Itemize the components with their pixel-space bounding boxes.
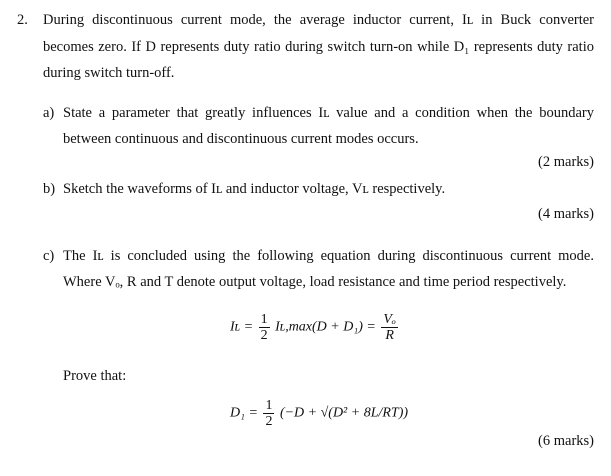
part-a-line2: between continuous and discontinuous current modes occurs. [63, 131, 419, 147]
equation-d1 [230, 398, 408, 429]
part-a-marks: (2 marks) [538, 154, 594, 170]
part-b-marks: (4 marks) [538, 206, 594, 222]
equation-d1-lhs: D₁ = [230, 405, 258, 421]
prove-that-label: Prove that: [63, 368, 127, 384]
equation-il-half [259, 312, 270, 343]
equation-il-half-num: 1 [260, 312, 268, 327]
equation-d1-half-num: 1 [265, 398, 273, 413]
equation-il-rhs-den: R [385, 328, 394, 343]
part-a-label: a) [43, 105, 55, 121]
equation-il-rhs [381, 312, 398, 343]
question-intro-line2: becomes zero. If D represents duty ratio during switch turn-on while D₁ represents duty ratio [43, 39, 594, 55]
part-c-label: c) [43, 248, 55, 264]
part-c-marks: (6 marks) [538, 433, 594, 449]
question-intro-line1: During discontinuous current mode, the average inductor current, Iʟ in Buck converter [43, 12, 594, 28]
equation-d1-half-den: 2 [265, 414, 273, 429]
part-b-label: b) [43, 181, 56, 197]
part-b-line1: Sketch the waveforms of Iʟ and inductor voltage, Vʟ respectively. [63, 181, 446, 197]
question-intro-line3: during switch turn-off. [43, 65, 175, 81]
equation-il-lhs: Iʟ = [230, 319, 254, 335]
part-c-line1: The Iʟ is concluded using the following equation during discontinuous current mode. [63, 248, 594, 264]
equation-d1-expr: (−D + √(D² + 8L/RT)) [279, 405, 409, 421]
equation-d1-half [263, 398, 274, 429]
equation-il-rhs-num: Vₒ [383, 312, 396, 327]
equation-il-term: Iʟ,max(D + D₁) = [275, 319, 376, 335]
question-number: 2. [17, 12, 28, 28]
equation-il-half-den: 2 [260, 328, 268, 343]
equation-il [230, 312, 400, 343]
part-a-line1: State a parameter that greatly influences Iʟ value and a condition when the boundary [63, 105, 594, 121]
part-c-line2: Where Vₒ, R and T denote output voltage, load resistance and time period respectively. [63, 274, 567, 290]
